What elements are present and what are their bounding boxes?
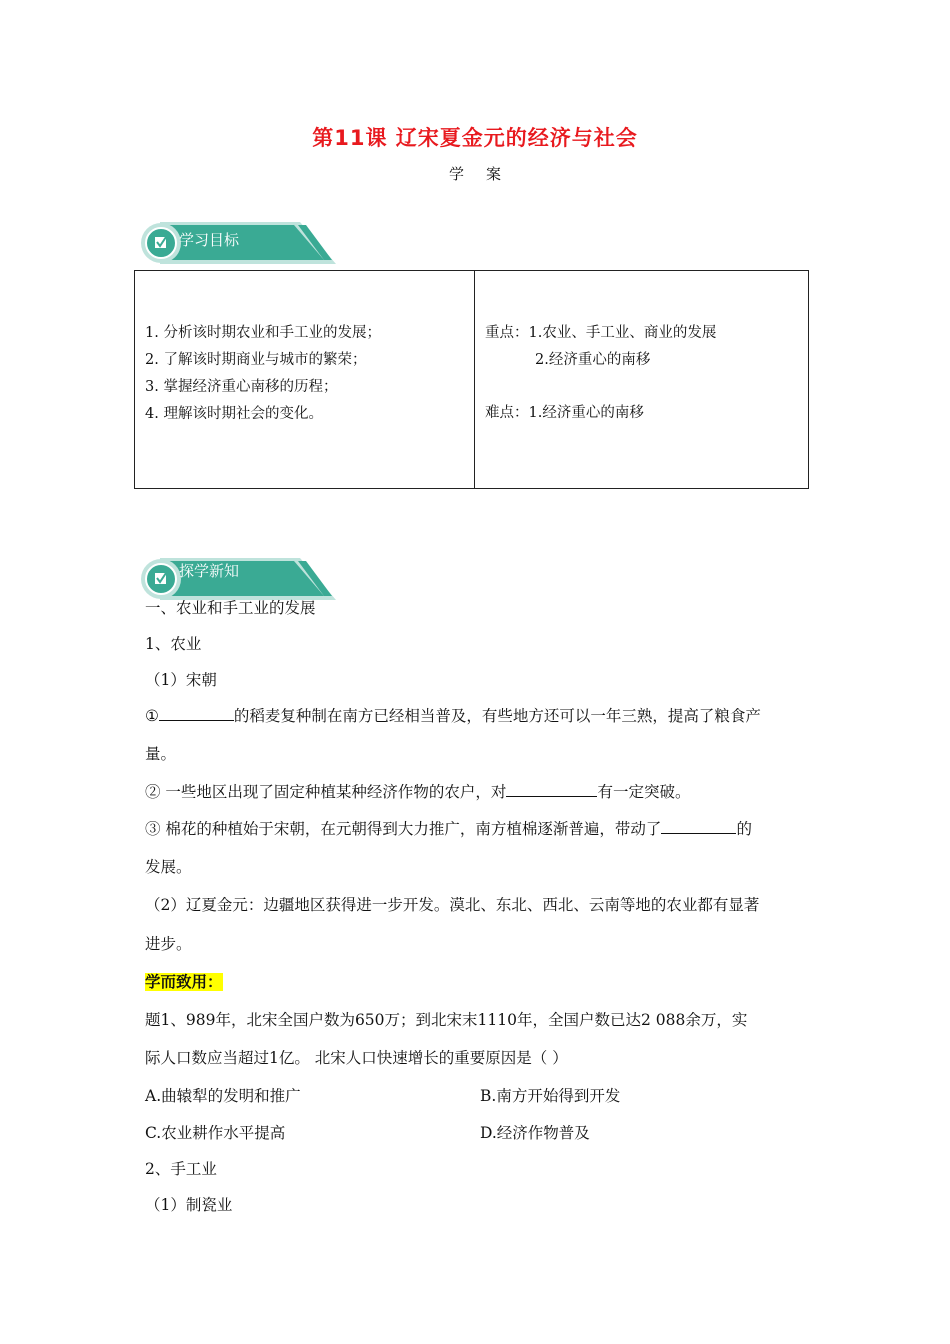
song-heading: （1）宋朝 xyxy=(145,671,217,689)
key-point-item: 1.农业、手工业、商业的发展 xyxy=(528,325,717,341)
paragraph-3-cont: 发展。 xyxy=(145,858,192,876)
fill-blank[interactable] xyxy=(159,705,234,721)
page-subtitle: 学案 xyxy=(448,165,523,183)
objective-item: 3. 掌握经济重心南移的历程； xyxy=(145,379,338,395)
objective-item: 1. 分析该时期农业和手工业的发展； xyxy=(145,325,381,341)
apply-label: 学而致用： xyxy=(145,973,223,991)
key-point-item: 2.经济重心的南移 xyxy=(535,352,651,368)
sub-heading-handicraft: 2、手工业 xyxy=(145,1160,217,1178)
explore-banner-label: 探学新知 xyxy=(179,562,240,580)
key-label: 重点： xyxy=(485,325,529,341)
option-a[interactable]: A.曲辕犁的发明和推广 xyxy=(145,1087,301,1105)
sub-heading-agriculture: 1、农业 xyxy=(145,635,202,653)
paragraph-1: ① 的稻麦复种制在南方已经相当普及，有些地方还可以一年三熟，提高了粮食产 xyxy=(145,707,761,725)
key-points xyxy=(485,320,716,427)
question-1: 题1、989年，北宋全国户数为650万；到北宋末1110年，全国户数已达2 088余万，实 xyxy=(145,1011,748,1029)
paragraph-1-cont: 量。 xyxy=(145,745,177,763)
page-title: 第11课 辽宋夏金元的经济与社会 xyxy=(312,126,638,150)
option-d[interactable]: D.经济作物普及 xyxy=(480,1124,590,1142)
paragraph-3: ③ 棉花的种植始于宋朝，在元朝得到大力推广，南方植棉逐渐普遍，带动了 的 xyxy=(145,820,752,838)
table-divider xyxy=(474,271,475,488)
fill-blank[interactable] xyxy=(506,781,597,797)
liao-paragraph-cont: 进步。 xyxy=(145,935,192,953)
option-b[interactable]: B.南方开始得到开发 xyxy=(480,1087,621,1105)
liao-paragraph: （2）辽夏金元：边疆地区获得进一步开发。漠北、东北、西北、云南等地的农业都有显著 xyxy=(145,896,760,914)
objectives-table xyxy=(134,270,809,489)
difficult-point-item: 1.经济重心的南移 xyxy=(528,405,644,421)
question-1-cont: 际人口数应当超过1亿。 北宋人口快速增长的重要原因是（ ） xyxy=(145,1049,568,1067)
paragraph-2: ② 一些地区出现了固定种植某种经济作物的农户，对 有一定突破。 xyxy=(145,783,691,801)
ceramic-heading: （1）制瓷业 xyxy=(145,1196,233,1214)
objectives-banner xyxy=(140,220,336,266)
option-c[interactable]: C.农业耕作水平提高 xyxy=(145,1124,286,1142)
difficult-label: 难点： xyxy=(485,405,529,421)
fill-blank[interactable] xyxy=(661,818,736,834)
objective-item: 4. 理解该时期社会的变化。 xyxy=(145,406,323,422)
objectives-list xyxy=(145,320,381,428)
objectives-banner-label: 学习目标 xyxy=(179,231,240,249)
objective-item: 2. 了解该时期商业与城市的繁荣； xyxy=(145,352,367,368)
section-heading: 一、农业和手工业的发展 xyxy=(145,599,316,617)
